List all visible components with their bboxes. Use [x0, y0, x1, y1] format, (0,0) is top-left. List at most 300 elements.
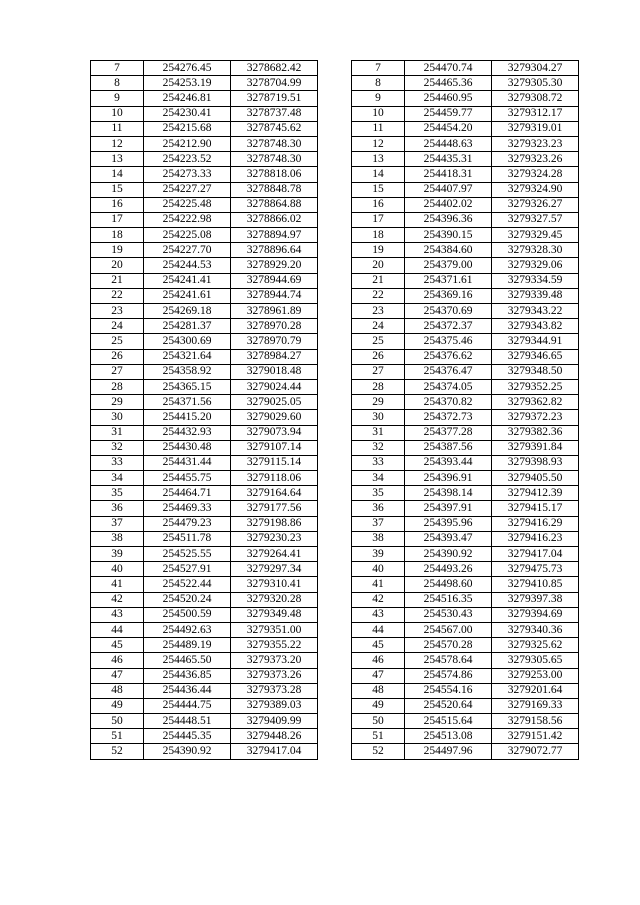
- point-number-cell: 17: [91, 212, 144, 227]
- y-coordinate-cell: 3279118.06: [231, 471, 318, 486]
- table-row: [91, 395, 318, 410]
- table-row: [352, 61, 579, 76]
- y-coordinate-cell: 3279018.48: [231, 364, 318, 379]
- y-coordinate-cell: 3279416.23: [492, 531, 579, 546]
- point-number-cell: 12: [91, 136, 144, 151]
- x-coordinate-cell: 254570.28: [405, 638, 492, 653]
- x-coordinate-cell: 254372.73: [405, 410, 492, 425]
- y-coordinate-cell: 3279312.17: [492, 106, 579, 121]
- y-coordinate-cell: 3279329.45: [492, 228, 579, 243]
- x-coordinate-cell: 254300.69: [144, 334, 231, 349]
- x-coordinate-cell: 254384.60: [405, 243, 492, 258]
- table-row: [352, 319, 579, 334]
- table-row: [91, 440, 318, 455]
- table-row: [352, 228, 579, 243]
- table-row: [91, 425, 318, 440]
- point-number-cell: 26: [352, 349, 405, 364]
- table-row: [352, 729, 579, 744]
- point-number-cell: 41: [352, 577, 405, 592]
- x-coordinate-cell: 254554.16: [405, 683, 492, 698]
- point-number-cell: 25: [352, 334, 405, 349]
- y-coordinate-cell: 3279417.04: [231, 744, 318, 759]
- point-number-cell: 15: [352, 182, 405, 197]
- y-coordinate-cell: 3279177.56: [231, 501, 318, 516]
- y-coordinate-cell: 3278748.30: [231, 152, 318, 167]
- x-coordinate-cell: 254492.63: [144, 622, 231, 637]
- table-row: [352, 91, 579, 106]
- point-number-cell: 10: [352, 106, 405, 121]
- point-number-cell: 22: [352, 288, 405, 303]
- point-number-cell: 16: [91, 197, 144, 212]
- y-coordinate-cell: 3279151.42: [492, 729, 579, 744]
- y-coordinate-cell: 3278894.97: [231, 228, 318, 243]
- y-coordinate-cell: 3279305.65: [492, 653, 579, 668]
- table-row: [91, 152, 318, 167]
- table-row: [91, 61, 318, 76]
- point-number-cell: 51: [352, 729, 405, 744]
- y-coordinate-cell: 3279169.33: [492, 698, 579, 713]
- coordinate-table-left: [90, 60, 318, 760]
- y-coordinate-cell: 3278848.78: [231, 182, 318, 197]
- table-row: [352, 167, 579, 182]
- table-row: [352, 547, 579, 562]
- y-coordinate-cell: 3279324.90: [492, 182, 579, 197]
- table-row: [352, 76, 579, 91]
- x-coordinate-cell: 254390.92: [144, 744, 231, 759]
- x-coordinate-cell: 254511.78: [144, 531, 231, 546]
- x-coordinate-cell: 254390.92: [405, 547, 492, 562]
- y-coordinate-cell: 3279198.86: [231, 516, 318, 531]
- point-number-cell: 8: [352, 76, 405, 91]
- point-number-cell: 20: [352, 258, 405, 273]
- table-row: [91, 501, 318, 516]
- point-number-cell: 43: [91, 607, 144, 622]
- y-coordinate-cell: 3279343.22: [492, 304, 579, 319]
- table-row: [91, 577, 318, 592]
- y-coordinate-cell: 3279405.50: [492, 471, 579, 486]
- y-coordinate-cell: 3278745.62: [231, 121, 318, 136]
- y-coordinate-cell: 3279448.26: [231, 729, 318, 744]
- x-coordinate-cell: 254444.75: [144, 698, 231, 713]
- y-coordinate-cell: 3279264.41: [231, 547, 318, 562]
- point-number-cell: 19: [352, 243, 405, 258]
- table-row: [91, 622, 318, 637]
- table-row: [91, 668, 318, 683]
- x-coordinate-cell: 254377.28: [405, 425, 492, 440]
- table-row: [91, 273, 318, 288]
- point-number-cell: 35: [352, 486, 405, 501]
- point-number-cell: 25: [91, 334, 144, 349]
- x-coordinate-cell: 254432.93: [144, 425, 231, 440]
- y-coordinate-cell: 3278866.02: [231, 212, 318, 227]
- table-row: [91, 182, 318, 197]
- y-coordinate-cell: 3278970.28: [231, 319, 318, 334]
- table-row: [91, 349, 318, 364]
- point-number-cell: 47: [91, 668, 144, 683]
- table-row: [91, 653, 318, 668]
- y-coordinate-cell: 3278719.51: [231, 91, 318, 106]
- x-coordinate-cell: 254574.86: [405, 668, 492, 683]
- x-coordinate-cell: 254527.91: [144, 562, 231, 577]
- table-row: [352, 577, 579, 592]
- y-coordinate-cell: 3279325.62: [492, 638, 579, 653]
- x-coordinate-cell: 254489.19: [144, 638, 231, 653]
- table-row: [91, 410, 318, 425]
- table-row: [91, 379, 318, 394]
- y-coordinate-cell: 3279391.84: [492, 440, 579, 455]
- point-number-cell: 45: [352, 638, 405, 653]
- table-row: [91, 683, 318, 698]
- point-number-cell: 42: [352, 592, 405, 607]
- table-row: [91, 243, 318, 258]
- x-coordinate-cell: 254520.64: [405, 698, 492, 713]
- y-coordinate-cell: 3279115.14: [231, 455, 318, 470]
- point-number-cell: 39: [91, 547, 144, 562]
- y-coordinate-cell: 3279324.28: [492, 167, 579, 182]
- y-coordinate-cell: 3279389.03: [231, 698, 318, 713]
- table-row: [91, 607, 318, 622]
- x-coordinate-cell: 254498.60: [405, 577, 492, 592]
- y-coordinate-cell: 3279339.48: [492, 288, 579, 303]
- y-coordinate-cell: 3279253.00: [492, 668, 579, 683]
- table-row: [91, 228, 318, 243]
- point-number-cell: 15: [91, 182, 144, 197]
- y-coordinate-cell: 3279305.30: [492, 76, 579, 91]
- table-row: [352, 349, 579, 364]
- point-number-cell: 39: [352, 547, 405, 562]
- point-number-cell: 8: [91, 76, 144, 91]
- table-row: [91, 334, 318, 349]
- point-number-cell: 45: [91, 638, 144, 653]
- point-number-cell: 29: [91, 395, 144, 410]
- point-number-cell: 33: [91, 455, 144, 470]
- y-coordinate-cell: 3279072.77: [492, 744, 579, 759]
- table-row: [352, 471, 579, 486]
- x-coordinate-cell: 254418.31: [405, 167, 492, 182]
- point-number-cell: 21: [352, 273, 405, 288]
- x-coordinate-cell: 254493.26: [405, 562, 492, 577]
- x-coordinate-cell: 254358.92: [144, 364, 231, 379]
- point-number-cell: 12: [352, 136, 405, 151]
- point-number-cell: 34: [91, 471, 144, 486]
- table-row: [91, 562, 318, 577]
- x-coordinate-cell: 254225.48: [144, 197, 231, 212]
- point-number-cell: 7: [91, 61, 144, 76]
- y-coordinate-cell: 3279346.65: [492, 349, 579, 364]
- y-coordinate-cell: 3279201.64: [492, 683, 579, 698]
- y-coordinate-cell: 3278737.48: [231, 106, 318, 121]
- y-coordinate-cell: 3279373.20: [231, 653, 318, 668]
- table-row: [91, 486, 318, 501]
- table-row: [352, 562, 579, 577]
- point-number-cell: 19: [91, 243, 144, 258]
- x-coordinate-cell: 254448.51: [144, 714, 231, 729]
- x-coordinate-cell: 254530.43: [405, 607, 492, 622]
- point-number-cell: 26: [91, 349, 144, 364]
- x-coordinate-cell: 254376.47: [405, 364, 492, 379]
- point-number-cell: 22: [91, 288, 144, 303]
- table-row: [352, 288, 579, 303]
- y-coordinate-cell: 3279372.23: [492, 410, 579, 425]
- point-number-cell: 50: [91, 714, 144, 729]
- point-number-cell: 36: [352, 501, 405, 516]
- y-coordinate-cell: 3279412.39: [492, 486, 579, 501]
- x-coordinate-cell: 254516.35: [405, 592, 492, 607]
- y-coordinate-cell: 3279340.36: [492, 622, 579, 637]
- x-coordinate-cell: 254230.41: [144, 106, 231, 121]
- table-row: [352, 121, 579, 136]
- point-number-cell: 31: [91, 425, 144, 440]
- x-coordinate-cell: 254436.85: [144, 668, 231, 683]
- x-coordinate-cell: 254241.41: [144, 273, 231, 288]
- y-coordinate-cell: 3279310.41: [231, 577, 318, 592]
- point-number-cell: 31: [352, 425, 405, 440]
- point-number-cell: 9: [91, 91, 144, 106]
- point-number-cell: 28: [91, 379, 144, 394]
- x-coordinate-cell: 254393.44: [405, 455, 492, 470]
- table-row: [352, 379, 579, 394]
- point-number-cell: 44: [352, 622, 405, 637]
- x-coordinate-cell: 254371.56: [144, 395, 231, 410]
- point-number-cell: 7: [352, 61, 405, 76]
- y-coordinate-cell: 3279382.36: [492, 425, 579, 440]
- x-coordinate-cell: 254465.50: [144, 653, 231, 668]
- x-coordinate-cell: 254253.19: [144, 76, 231, 91]
- table-row: [91, 364, 318, 379]
- x-coordinate-cell: 254225.08: [144, 228, 231, 243]
- y-coordinate-cell: 3279355.22: [231, 638, 318, 653]
- point-number-cell: 18: [352, 228, 405, 243]
- y-coordinate-cell: 3279328.30: [492, 243, 579, 258]
- table-row: [91, 455, 318, 470]
- x-coordinate-cell: 254431.44: [144, 455, 231, 470]
- x-coordinate-cell: 254321.64: [144, 349, 231, 364]
- y-coordinate-cell: 3279417.04: [492, 547, 579, 562]
- point-number-cell: 16: [352, 197, 405, 212]
- point-number-cell: 44: [91, 622, 144, 637]
- x-coordinate-cell: 254430.48: [144, 440, 231, 455]
- table-row: [91, 91, 318, 106]
- x-coordinate-cell: 254375.46: [405, 334, 492, 349]
- table-row: [352, 395, 579, 410]
- y-coordinate-cell: 3279373.26: [231, 668, 318, 683]
- y-coordinate-cell: 3279349.48: [231, 607, 318, 622]
- table-row: [352, 607, 579, 622]
- point-number-cell: 30: [91, 410, 144, 425]
- point-number-cell: 48: [91, 683, 144, 698]
- x-coordinate-cell: 254281.37: [144, 319, 231, 334]
- table-row: [352, 243, 579, 258]
- point-number-cell: 18: [91, 228, 144, 243]
- point-number-cell: 38: [352, 531, 405, 546]
- x-coordinate-cell: 254469.33: [144, 501, 231, 516]
- y-coordinate-cell: 3279025.05: [231, 395, 318, 410]
- table-row: [91, 106, 318, 121]
- point-number-cell: 33: [352, 455, 405, 470]
- table-row: [91, 167, 318, 182]
- point-number-cell: 40: [352, 562, 405, 577]
- x-coordinate-cell: 254578.64: [405, 653, 492, 668]
- point-number-cell: 40: [91, 562, 144, 577]
- point-number-cell: 38: [91, 531, 144, 546]
- point-number-cell: 46: [352, 653, 405, 668]
- x-coordinate-cell: 254223.52: [144, 152, 231, 167]
- point-number-cell: 17: [352, 212, 405, 227]
- x-coordinate-cell: 254520.24: [144, 592, 231, 607]
- y-coordinate-cell: 3279158.56: [492, 714, 579, 729]
- table-row: [352, 334, 579, 349]
- table-row: [352, 258, 579, 273]
- y-coordinate-cell: 3279320.28: [231, 592, 318, 607]
- table-row: [91, 258, 318, 273]
- table-row: [352, 653, 579, 668]
- table-row: [91, 698, 318, 713]
- y-coordinate-cell: 3279073.94: [231, 425, 318, 440]
- point-number-cell: 37: [91, 516, 144, 531]
- table-row: [352, 440, 579, 455]
- table-row: [91, 471, 318, 486]
- y-coordinate-cell: 3278944.69: [231, 273, 318, 288]
- table-row: [352, 486, 579, 501]
- y-coordinate-cell: 3279394.69: [492, 607, 579, 622]
- x-coordinate-cell: 254369.16: [405, 288, 492, 303]
- x-coordinate-cell: 254522.44: [144, 577, 231, 592]
- x-coordinate-cell: 254398.14: [405, 486, 492, 501]
- y-coordinate-cell: 3279410.85: [492, 577, 579, 592]
- point-number-cell: 27: [352, 364, 405, 379]
- x-coordinate-cell: 254241.61: [144, 288, 231, 303]
- table-row: [91, 531, 318, 546]
- y-coordinate-cell: 3278682.42: [231, 61, 318, 76]
- point-number-cell: 43: [352, 607, 405, 622]
- table-row: [91, 304, 318, 319]
- point-number-cell: 52: [352, 744, 405, 759]
- x-coordinate-cell: 254407.97: [405, 182, 492, 197]
- y-coordinate-cell: 3278970.79: [231, 334, 318, 349]
- y-coordinate-cell: 3278984.27: [231, 349, 318, 364]
- y-coordinate-cell: 3278929.20: [231, 258, 318, 273]
- point-number-cell: 41: [91, 577, 144, 592]
- point-number-cell: 32: [91, 440, 144, 455]
- point-number-cell: 34: [352, 471, 405, 486]
- y-coordinate-cell: 3279164.64: [231, 486, 318, 501]
- x-coordinate-cell: 254227.27: [144, 182, 231, 197]
- y-coordinate-cell: 3279398.93: [492, 455, 579, 470]
- x-coordinate-cell: 254276.45: [144, 61, 231, 76]
- x-coordinate-cell: 254246.81: [144, 91, 231, 106]
- x-coordinate-cell: 254479.23: [144, 516, 231, 531]
- table-row: [91, 212, 318, 227]
- x-coordinate-cell: 254370.82: [405, 395, 492, 410]
- x-coordinate-cell: 254227.70: [144, 243, 231, 258]
- x-coordinate-cell: 254212.90: [144, 136, 231, 151]
- y-coordinate-cell: 3278944.74: [231, 288, 318, 303]
- x-coordinate-cell: 254244.53: [144, 258, 231, 273]
- x-coordinate-cell: 254390.15: [405, 228, 492, 243]
- x-coordinate-cell: 254273.33: [144, 167, 231, 182]
- x-coordinate-cell: 254396.91: [405, 471, 492, 486]
- table-row: [91, 516, 318, 531]
- x-coordinate-cell: 254436.44: [144, 683, 231, 698]
- table-row: [91, 592, 318, 607]
- y-coordinate-cell: 3279024.44: [231, 379, 318, 394]
- point-number-cell: 30: [352, 410, 405, 425]
- point-number-cell: 21: [91, 273, 144, 288]
- table-row: [352, 152, 579, 167]
- x-coordinate-cell: 254454.20: [405, 121, 492, 136]
- y-coordinate-cell: 3279327.57: [492, 212, 579, 227]
- point-number-cell: 13: [352, 152, 405, 167]
- y-coordinate-cell: 3279107.14: [231, 440, 318, 455]
- point-number-cell: 14: [352, 167, 405, 182]
- y-coordinate-cell: 3279297.34: [231, 562, 318, 577]
- point-number-cell: 49: [91, 698, 144, 713]
- coordinate-table-right: [351, 60, 579, 760]
- table-row: [352, 516, 579, 531]
- table-row: [91, 714, 318, 729]
- point-number-cell: 32: [352, 440, 405, 455]
- point-number-cell: 27: [91, 364, 144, 379]
- y-coordinate-cell: 3278961.89: [231, 304, 318, 319]
- x-coordinate-cell: 254269.18: [144, 304, 231, 319]
- table-row: [352, 136, 579, 151]
- y-coordinate-cell: 3278818.06: [231, 167, 318, 182]
- x-coordinate-cell: 254374.05: [405, 379, 492, 394]
- point-number-cell: 9: [352, 91, 405, 106]
- x-coordinate-cell: 254365.15: [144, 379, 231, 394]
- table-row: [352, 410, 579, 425]
- y-coordinate-cell: 3279329.06: [492, 258, 579, 273]
- x-coordinate-cell: 254372.37: [405, 319, 492, 334]
- y-coordinate-cell: 3279409.99: [231, 714, 318, 729]
- point-number-cell: 28: [352, 379, 405, 394]
- y-coordinate-cell: 3279230.23: [231, 531, 318, 546]
- y-coordinate-cell: 3279397.38: [492, 592, 579, 607]
- table-row: [352, 592, 579, 607]
- x-coordinate-cell: 254435.31: [405, 152, 492, 167]
- y-coordinate-cell: 3279373.28: [231, 683, 318, 698]
- table-row: [352, 638, 579, 653]
- x-coordinate-cell: 254464.71: [144, 486, 231, 501]
- y-coordinate-cell: 3279343.82: [492, 319, 579, 334]
- x-coordinate-cell: 254370.69: [405, 304, 492, 319]
- y-coordinate-cell: 3279304.27: [492, 61, 579, 76]
- table-row: [352, 744, 579, 759]
- table-row: [352, 698, 579, 713]
- x-coordinate-cell: 254515.64: [405, 714, 492, 729]
- table-row: [352, 106, 579, 121]
- x-coordinate-cell: 254500.59: [144, 607, 231, 622]
- point-number-cell: 24: [352, 319, 405, 334]
- table-row: [352, 425, 579, 440]
- y-coordinate-cell: 3278896.64: [231, 243, 318, 258]
- point-number-cell: 29: [352, 395, 405, 410]
- point-number-cell: 11: [91, 121, 144, 136]
- table-row: [352, 531, 579, 546]
- y-coordinate-cell: 3278748.30: [231, 136, 318, 151]
- table-row: [91, 136, 318, 151]
- table-row: [91, 729, 318, 744]
- y-coordinate-cell: 3279348.50: [492, 364, 579, 379]
- x-coordinate-cell: 254379.00: [405, 258, 492, 273]
- x-coordinate-cell: 254393.47: [405, 531, 492, 546]
- y-coordinate-cell: 3279323.23: [492, 136, 579, 151]
- y-coordinate-cell: 3279344.91: [492, 334, 579, 349]
- y-coordinate-cell: 3279362.82: [492, 395, 579, 410]
- x-coordinate-cell: 254215.68: [144, 121, 231, 136]
- table-row: [352, 455, 579, 470]
- y-coordinate-cell: 3279029.60: [231, 410, 318, 425]
